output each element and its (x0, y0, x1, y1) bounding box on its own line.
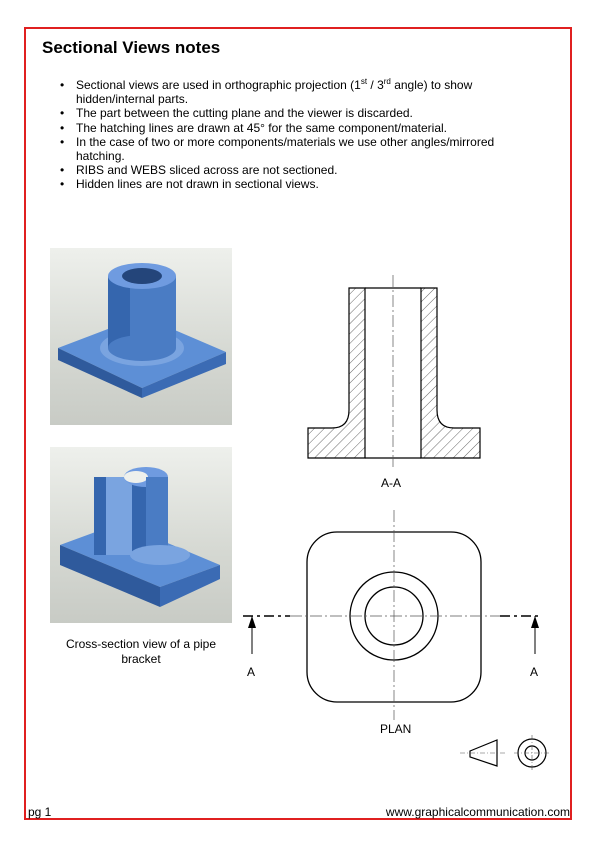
note-text: / 3 (367, 78, 384, 92)
note-item: • RIBS and WEBS sliced across are not sectioned. (60, 163, 530, 177)
section-view-aa (308, 275, 480, 470)
note-item: • The hatching lines are drawn at 45° for the same component/material. (60, 121, 530, 135)
cutting-plane-label-left: A (247, 665, 256, 679)
cutting-plane (243, 616, 542, 654)
projection-symbol-icon (460, 735, 550, 771)
note-item: • In the case of two or more components/materials we use other angles/mirrored hatching. (60, 135, 530, 163)
note-text: Sectional views are used in orthographic projection (1 (76, 78, 361, 92)
page-title: Sectional Views notes (42, 38, 221, 57)
plan-view (290, 510, 500, 720)
section-label: A-A (381, 476, 402, 490)
figure-caption: Cross-section view of a pipe bracket (65, 637, 217, 666)
cutting-plane-label-right: A (530, 665, 539, 679)
page-number: pg 1 (28, 805, 52, 819)
note-superscript: st (360, 77, 368, 86)
website-link[interactable]: www.graphicalcommunication.com (385, 805, 570, 819)
note-superscript: rd (383, 77, 391, 86)
note-item: • The part between the cutting plane and the viewer is discarded. (60, 106, 530, 120)
plan-label: PLAN (380, 722, 412, 736)
note-item: • Hidden lines are not drawn in sectional views. (60, 177, 530, 191)
note-text: angle) to show hidden/internal parts. (76, 78, 473, 107)
